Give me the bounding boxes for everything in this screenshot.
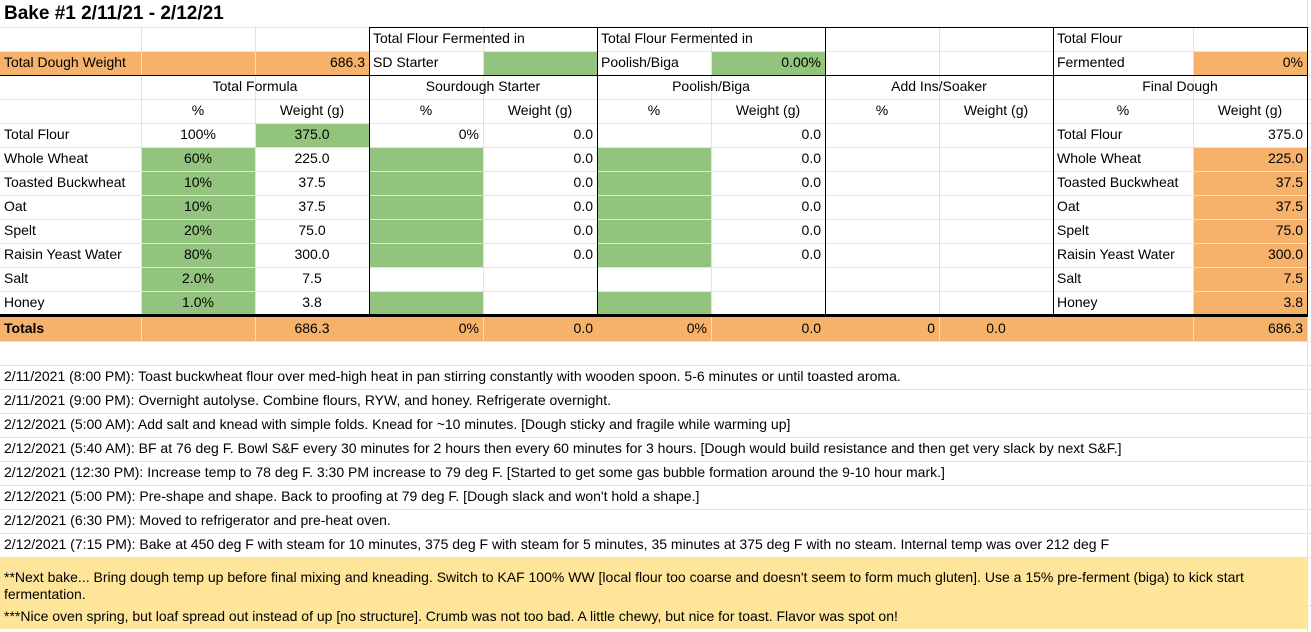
fd-weight-cell[interactable]: 3.8	[1283, 294, 1303, 310]
fd-weight-cell[interactable]: 75.0	[1275, 222, 1303, 238]
add-ins-header: Add Ins/Soaker	[891, 78, 987, 94]
fd-weight-cell[interactable]: 375.0	[1267, 126, 1303, 142]
log-entry[interactable]: 2/12/2021 (6:30 PM): Moved to refrigerator and pre-heat oven.	[4, 512, 391, 528]
fd-ingredient-name[interactable]: Salt	[1057, 270, 1082, 286]
tf-weight-cell[interactable]: 375.0	[294, 126, 330, 142]
pb-weight-cell[interactable]: 0.0	[801, 198, 821, 214]
totals-ai-pct[interactable]: 0	[927, 320, 935, 336]
ingredient-name[interactable]: Spelt	[4, 222, 36, 238]
sheet-title: Bake #1 2/11/21 - 2/12/21	[4, 3, 224, 24]
fd-ingredient-name[interactable]: Raisin Yeast Water	[1057, 246, 1175, 262]
ai-pct-header: %	[875, 102, 889, 118]
pb-fermented-in-label: Total Flour Fermented in	[601, 30, 753, 46]
tf-weight-header: Weight (g)	[279, 102, 345, 118]
sd-pct-cell[interactable]: 0%	[458, 126, 479, 142]
tf-weight-cell[interactable]: 7.5	[302, 270, 322, 286]
total-dough-weight-value[interactable]: 686.3	[329, 54, 365, 70]
poolish-pct-value[interactable]: 0.00%	[781, 54, 821, 70]
totals-tf-weight[interactable]: 686.3	[294, 320, 330, 336]
fd-weight-cell[interactable]: 37.5	[1275, 174, 1303, 190]
totals-fd-weight[interactable]: 686.3	[1267, 320, 1303, 336]
log-entry[interactable]: 2/12/2021 (5:00 PM): Pre-shape and shape. Back to proofing at 79 deg F. [Dough slack and won't hold a shape.]	[4, 488, 700, 504]
poolish-biga-header: Poolish/Biga	[672, 78, 750, 94]
sd-weight-cell[interactable]: 0.0	[573, 174, 593, 190]
ingredient-name[interactable]: Raisin Yeast Water	[4, 246, 122, 262]
ingredient-name[interactable]: Salt	[4, 270, 29, 286]
next-bake-note[interactable]: **Next bake... Bring dough temp up before final mixing and kneading. Switch to KAF 100% WW [local flour too coarse and doesn't seem to form much gluten]. Use a 15% pre-ferment (biga) to kick start fermentation.	[4, 569, 1244, 602]
tf-pct-cell[interactable]: 20%	[183, 222, 213, 238]
tf-weight-cell[interactable]: 3.8	[302, 294, 322, 310]
tf-weight-cell[interactable]: 300.0	[294, 246, 330, 262]
fd-weight-cell[interactable]: 300.0	[1267, 246, 1303, 262]
tf-pct-header: %	[191, 102, 205, 118]
sd-weight-cell[interactable]: 0.0	[573, 150, 593, 166]
tf-weight-cell[interactable]: 37.5	[298, 174, 326, 190]
log-entry[interactable]: 2/12/2021 (12:30 PM): Increase temp to 78 deg F. 3:30 PM increase to 79 deg F. [Started to get some gas bubble formation around the 9-10 hour mark.]	[4, 464, 945, 480]
sd-weight-cell[interactable]: 0.0	[573, 246, 593, 262]
final-dough-header: Final Dough	[1142, 78, 1218, 94]
ingredient-name[interactable]: Oat	[4, 198, 27, 214]
sourdough-starter-header: Sourdough Starter	[425, 78, 541, 94]
sd-weight-header: Weight (g)	[507, 102, 573, 118]
fd-pct-header: %	[1116, 102, 1130, 118]
log-entry[interactable]: 2/12/2021 (7:15 PM): Bake at 450 deg F with steam for 10 minutes, 375 deg F with steam for 5 minutes, 35 minutes at 375 deg F with no steam. Internal temp was over 212 deg F	[4, 536, 1110, 552]
totals-sd-weight[interactable]: 0.0	[573, 320, 593, 336]
fd-ingredient-name[interactable]: Spelt	[1057, 222, 1089, 238]
tf-weight-cell[interactable]: 75.0	[298, 222, 326, 238]
total-dough-weight-label: Total Dough Weight	[4, 54, 126, 70]
sd-fermented-in-label: Total Flour Fermented in	[373, 30, 525, 46]
pb-weight-header: Weight (g)	[735, 102, 801, 118]
log-entry[interactable]: 2/12/2021 (5:40 AM): BF at 76 deg F. Bowl S&F every 30 minutes for 2 hours then every 60 minutes for 3 hours. [Dough would build resistance and then get very slack by next S&F.]	[4, 440, 1122, 456]
sd-pct-header: %	[419, 102, 433, 118]
fermented-label: Fermented	[1057, 54, 1125, 70]
pb-weight-cell[interactable]: 0.0	[801, 222, 821, 238]
log-entry[interactable]: 2/12/2021 (5:00 AM): Add salt and knead with simple folds. Knead for ~10 minutes. [Dough sticky and fragile while warming up]	[4, 416, 791, 432]
ingredient-name[interactable]: Toasted Buckwheat	[4, 174, 126, 190]
ingredient-name[interactable]: Honey	[4, 294, 45, 310]
ingredient-name[interactable]: Total Flour	[4, 126, 70, 142]
fd-ingredient-name[interactable]: Total Flour	[1057, 126, 1123, 142]
tf-pct-cell[interactable]: 1.0%	[182, 294, 214, 310]
pb-weight-cell[interactable]: 0.0	[801, 246, 821, 262]
totals-ai-weight[interactable]: 0.0	[986, 320, 1006, 336]
pb-pct-header: %	[647, 102, 661, 118]
tf-pct-cell[interactable]: 60%	[183, 150, 213, 166]
log-entry[interactable]: 2/11/2021 (8:00 PM): Toast buckwheat flour over med-high heat in pan stirring constantly with wooden spoon. 5-6 minutes or until toasted aroma.	[4, 368, 901, 384]
tf-pct-cell[interactable]: 80%	[183, 246, 213, 262]
sd-starter-green-cell[interactable]	[483, 51, 597, 75]
pb-honey-green	[597, 291, 711, 315]
pb-weight-cell[interactable]: 0.0	[801, 174, 821, 190]
tf-pct-cell[interactable]: 10%	[183, 174, 213, 190]
result-note[interactable]: ***Nice oven spring, but loaf spread out instead of up [no structure]. Crumb was not too bad. A little chewy, but nice for toast. Flavor was spot on!	[4, 608, 898, 624]
sd-pct-green-block	[369, 147, 483, 267]
tf-weight-cell[interactable]: 37.5	[298, 198, 326, 214]
fd-ingredient-name[interactable]: Honey	[1057, 294, 1098, 310]
fd-ingredient-name[interactable]: Oat	[1057, 198, 1080, 214]
tf-pct-cell[interactable]: 100%	[180, 126, 216, 142]
fermented-pct-value[interactable]: 0%	[1282, 54, 1303, 70]
totals-label[interactable]: Totals	[4, 320, 45, 336]
total-formula-header: Total Formula	[212, 78, 298, 94]
ai-weight-header: Weight (g)	[963, 102, 1029, 118]
fd-ingredient-name[interactable]: Toasted Buckwheat	[1057, 174, 1179, 190]
fd-weight-cell[interactable]: 37.5	[1275, 198, 1303, 214]
tf-weight-cell[interactable]: 225.0	[294, 150, 330, 166]
log-entry[interactable]: 2/11/2021 (9:00 PM): Overnight autolyse. Combine flours, RYW, and honey. Refrigerate overnight.	[4, 392, 611, 408]
tf-pct-cell[interactable]: 10%	[183, 198, 213, 214]
fd-weight-header: Weight (g)	[1217, 102, 1283, 118]
totals-pb-weight[interactable]: 0.0	[801, 320, 821, 336]
total-flour-label: Total Flour	[1057, 30, 1123, 46]
sd-weight-cell[interactable]: 0.0	[573, 222, 593, 238]
totals-sd-pct[interactable]: 0%	[458, 320, 479, 336]
totals-pb-pct[interactable]: 0%	[686, 320, 707, 336]
fd-weight-cell[interactable]: 225.0	[1267, 150, 1303, 166]
ingredient-name[interactable]: Whole Wheat	[4, 150, 89, 166]
poolish-biga-label: Poolish/Biga	[601, 54, 679, 70]
sd-weight-cell[interactable]: 0.0	[573, 126, 593, 142]
sd-honey-green	[369, 291, 483, 315]
pb-weight-cell[interactable]: 0.0	[801, 126, 821, 142]
tf-pct-cell[interactable]: 2.0%	[182, 270, 214, 286]
pb-weight-cell[interactable]: 0.0	[801, 150, 821, 166]
fd-weight-cell[interactable]: 7.5	[1283, 270, 1303, 286]
fd-ingredient-name[interactable]: Whole Wheat	[1057, 150, 1142, 166]
sd-weight-cell[interactable]: 0.0	[573, 198, 593, 214]
pb-pct-green-block	[597, 147, 711, 267]
sd-starter-label: SD Starter	[373, 54, 439, 70]
